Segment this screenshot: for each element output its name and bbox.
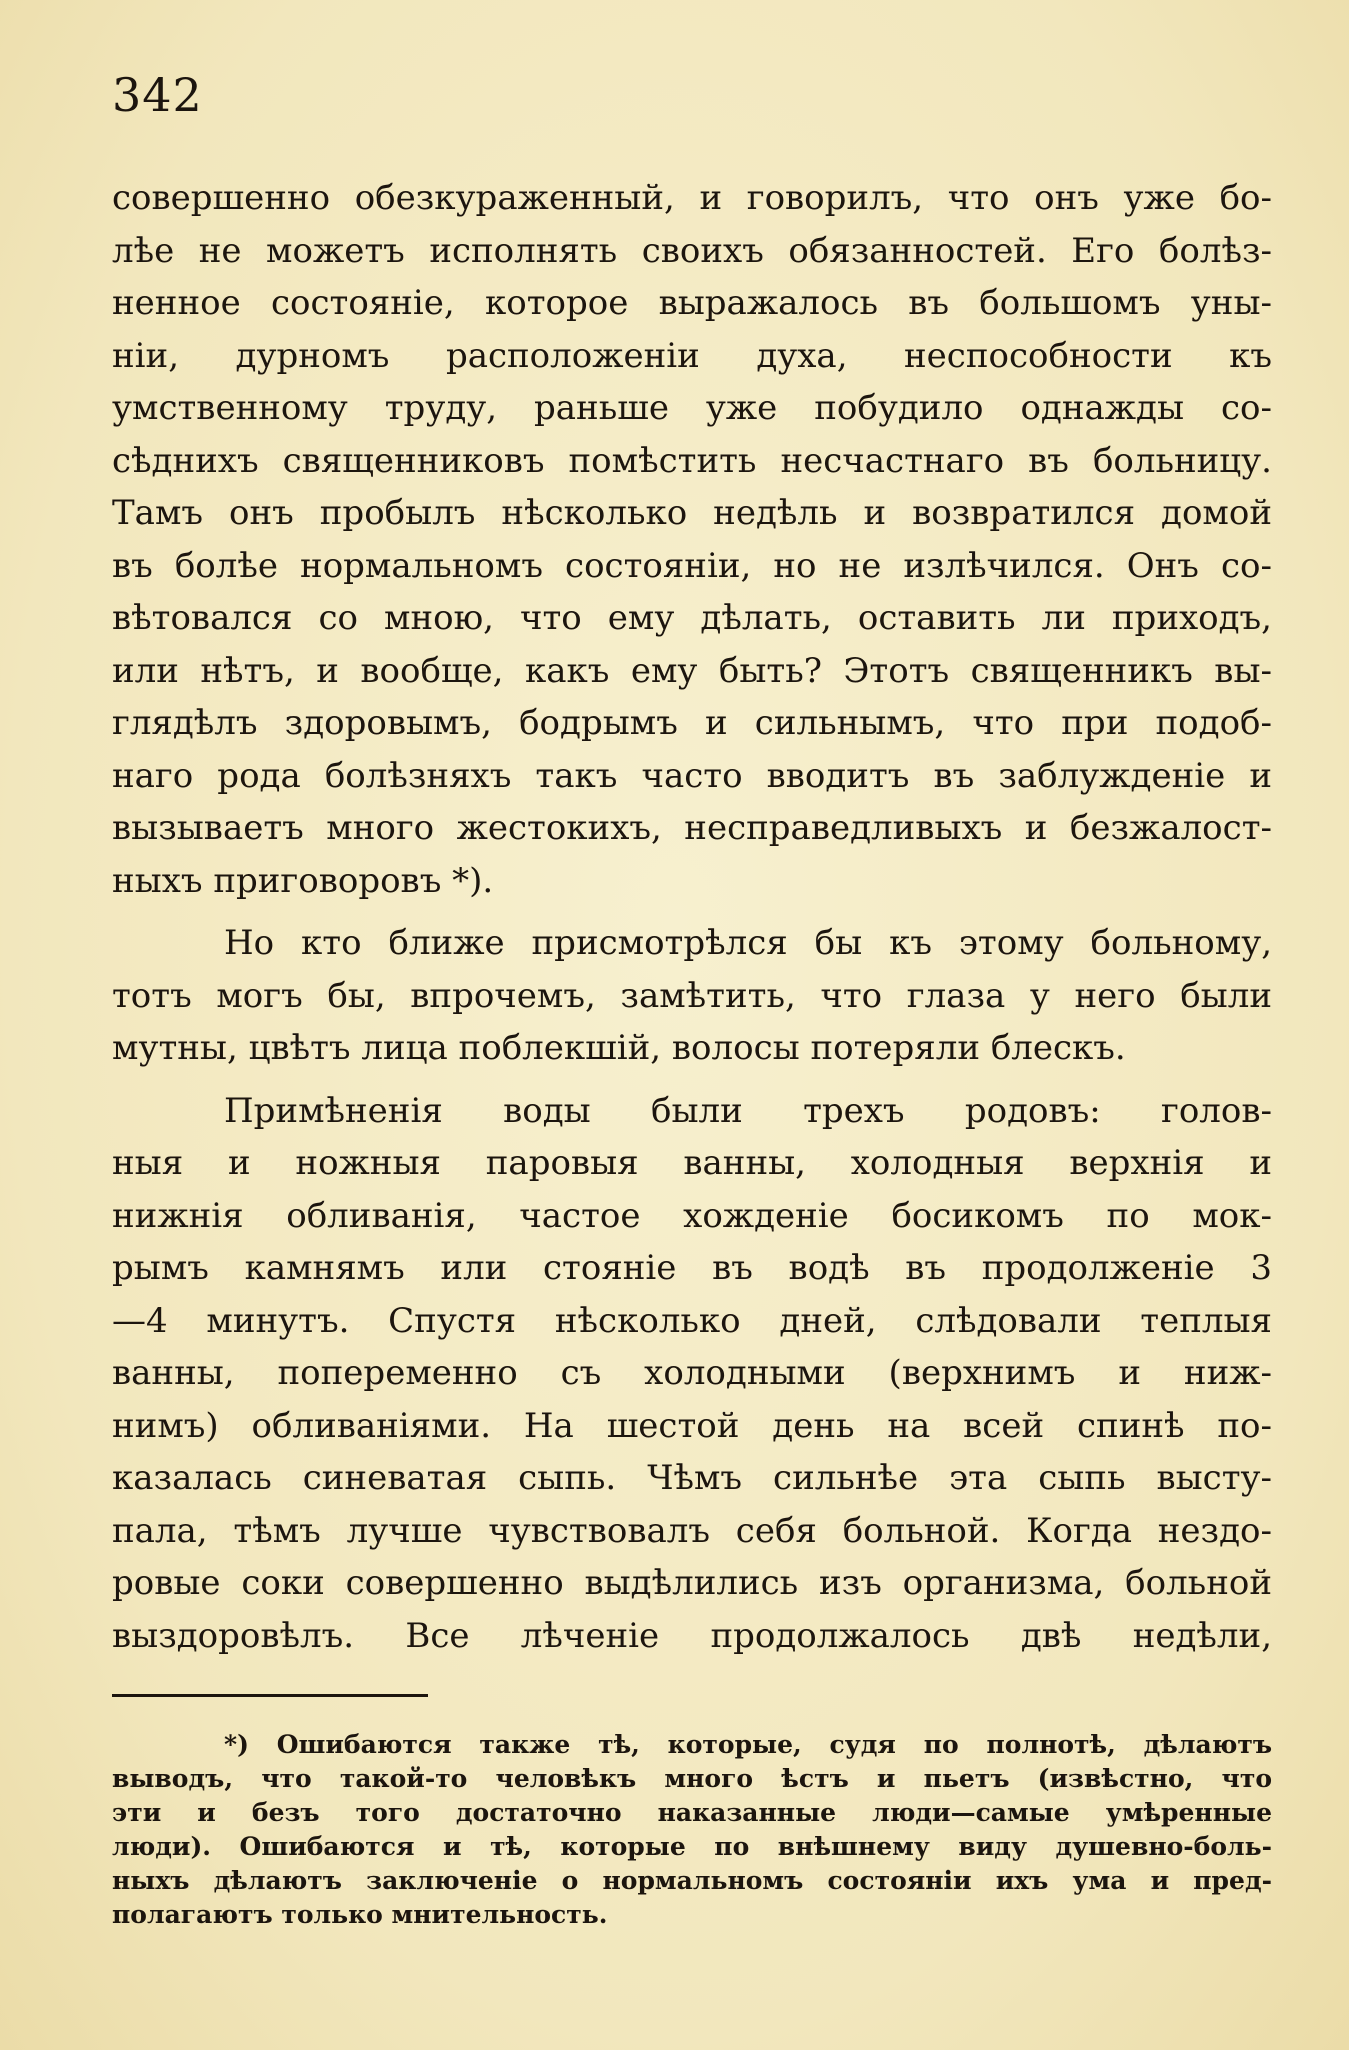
- body-text: [112, 172, 1272, 1662]
- text-line: глядѣлъ здоровымъ, бодрымъ и сильнымъ, что при подоб-: [112, 703, 1272, 743]
- text-line: ныхъ приговоровъ *).: [112, 860, 494, 901]
- text-line: пала, тѣмъ лучше чувствовалъ себя больной. Когда нездо-: [112, 1510, 1272, 1551]
- text-line: рымъ камнямъ или стояніе въ водѣ въ продолженіе 3: [112, 1248, 1272, 1288]
- text-line: нимъ) обливаніями. На шестой день на всей спинѣ по-: [112, 1405, 1272, 1446]
- text-line: вызываетъ много жестокихъ, несправедливыхъ и безжалост-: [112, 808, 1272, 848]
- footnote-line: *) Ошибаются также тѣ, которые, судя по полнотѣ, дѣлаютъ: [224, 1730, 1272, 1759]
- text-line: выздоровѣлъ. Все лѣченіе продолжалось двѣ недѣли,: [112, 1615, 1272, 1656]
- text-line: умственному труду, раньше уже побудило однажды со-: [112, 388, 1272, 428]
- text-line: ныя и ножныя паровыя ванны, холодныя верхнія и: [112, 1143, 1272, 1183]
- text-line: нижнія обливанія, частое хожденіе босикомъ по мок-: [112, 1195, 1272, 1236]
- footnote-line: люди). Ошибаются и тѣ, которые по внѣшнему виду душевно-боль-: [112, 1832, 1272, 1861]
- text-line: наго рода болѣзняхъ такъ часто вводитъ въ заблужденіе и: [112, 755, 1272, 796]
- footnote-line: ныхъ дѣлаютъ заключеніе о нормальномъ состояніи ихъ ума и пред-: [112, 1866, 1272, 1895]
- text-line: Тамъ онъ пробылъ нѣсколько недѣль и возвратился домой: [112, 493, 1272, 533]
- text-line: ванны, попеременно съ холодными (верхнимъ и ниж-: [112, 1353, 1272, 1393]
- text-line: —4 минутъ. Спустя нѣсколько дней, слѣдовали теплыя: [112, 1300, 1272, 1341]
- text-line: мутны, цвѣтъ лица поблекшій, волосы потеряли блескъ.: [112, 1028, 1126, 1068]
- text-line: казалась синеватая сыпь. Чѣмъ сильнѣе эта сыпь высту-: [112, 1458, 1272, 1498]
- text-line: ровые соки совершенно выдѣлились изъ организма, больной: [112, 1563, 1272, 1603]
- text-line: вѣтовался со мною, что ему дѣлать, оставить ли приходъ,: [112, 598, 1272, 638]
- footnote-line: эти и безъ того достаточно наказанные люди—самые умѣренные: [112, 1798, 1272, 1827]
- footnote-line: полагаютъ только мнительность.: [112, 1900, 608, 1929]
- text-line: Примѣненія воды были трехъ родовъ: голов-: [224, 1090, 1272, 1131]
- page-number: 342: [112, 68, 203, 122]
- text-line: ненное состояніе, которое выражалось въ большомъ уны-: [112, 283, 1272, 323]
- text-line: тотъ могъ бы, впрочемъ, замѣтить, что глаза у него были: [112, 975, 1272, 1016]
- footnote-divider: [112, 1694, 428, 1697]
- text-line: или нѣтъ, и вообще, какъ ему быть? Этотъ священникъ вы-: [112, 650, 1272, 691]
- text-line: Но кто ближе присмотрѣлся бы къ этому больному,: [224, 923, 1272, 963]
- text-line: совершенно обезкураженный, и говорилъ, что онъ уже бо-: [112, 178, 1272, 218]
- text-line: лѣе не можетъ исполнять своихъ обязанностей. Его болѣз-: [112, 230, 1272, 271]
- footnote: [112, 1728, 1272, 1932]
- footnote-line: выводъ, что такой-то человѣкъ много ѣстъ и пьетъ (извѣстно, что: [112, 1764, 1272, 1793]
- text-line: ніи, дурномъ расположеніи духа, неспособности къ: [112, 335, 1272, 376]
- text-line: въ болѣе нормальномъ состояніи, но не излѣчился. Онъ со-: [112, 545, 1272, 586]
- text-line: сѣднихъ священниковъ помѣстить несчастнаго въ больницу.: [112, 440, 1272, 481]
